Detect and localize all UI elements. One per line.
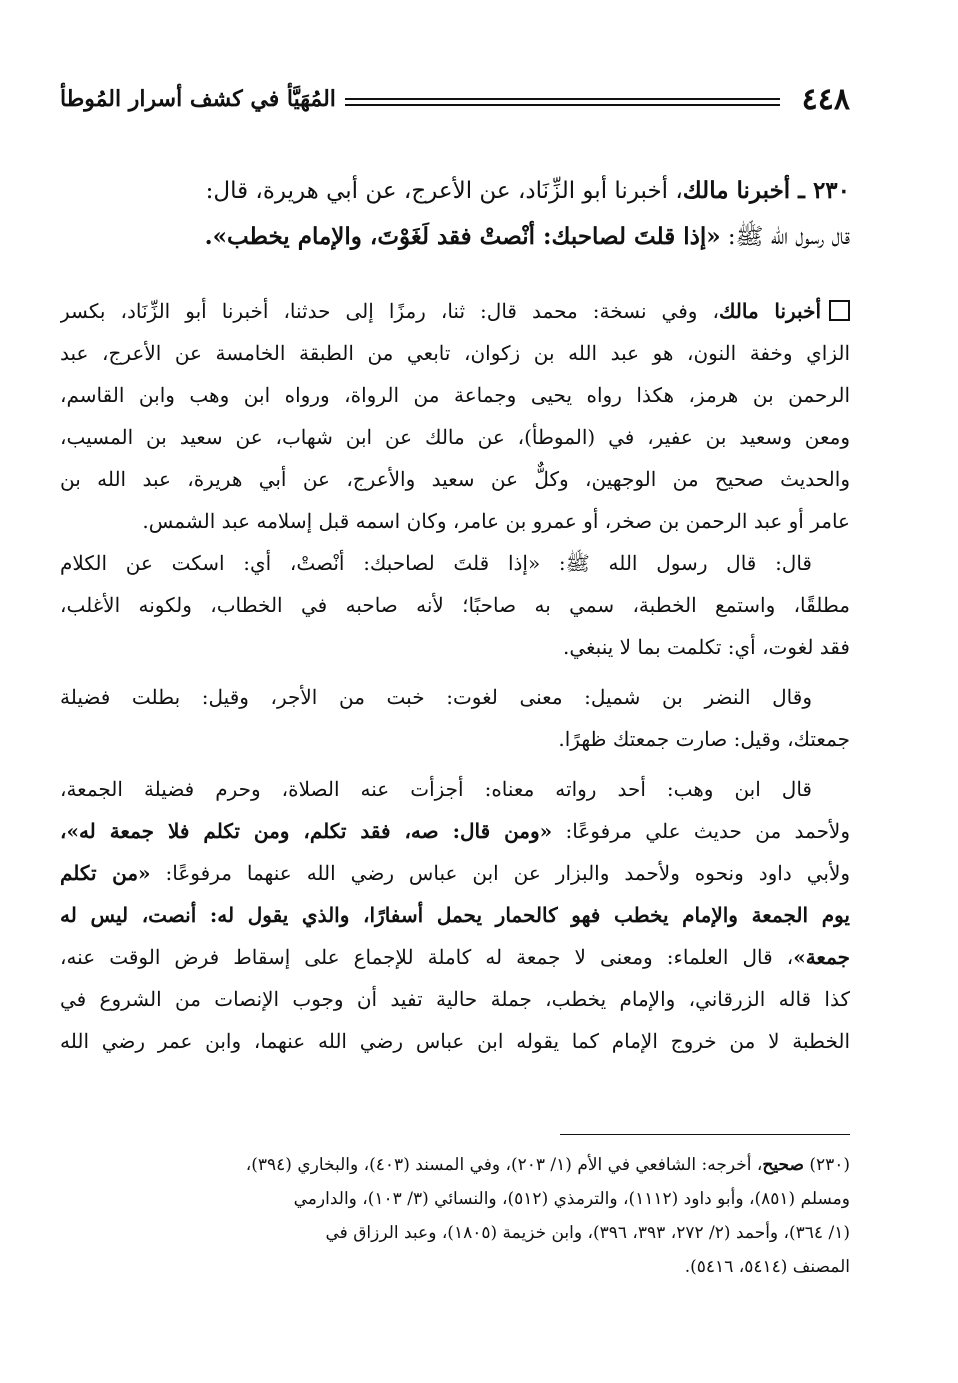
page-header xyxy=(60,78,850,128)
running-title: المُهَيَّأ في كشف أسرار المُوطأ xyxy=(60,86,336,112)
page-number: ٤٤٨ xyxy=(801,82,850,117)
footnote-grade: صحيح xyxy=(762,1155,804,1175)
commentary-line: الخطبة لا من خروج الإمام كما يقوله ابن عباس رضي الله عنهما، وابن عمر رضي الله xyxy=(60,1029,850,1053)
commentary-text: ، قال العلماء: ومعنى لا جمعة له كاملة للإجماع على إسقاط فرض الوقت عنه، xyxy=(60,945,794,969)
footnote-line xyxy=(60,1148,850,1182)
commentary-paragraph xyxy=(60,768,850,1062)
hadith-text xyxy=(60,168,850,260)
commentary-paragraph xyxy=(60,290,850,542)
commentary-line xyxy=(60,852,850,894)
footnote-line: المصنف (٥٤١٤، ٥٤١٦). xyxy=(684,1257,850,1277)
commentary-line: الرحمن بن هرمز، هكذا رواه يحيى وجماعة من الرواة، ورواه ابن وهب وابن القاسم، xyxy=(60,383,850,407)
footnote-text: ، أخرجه: الشافعي في الأم (١/ ٢٠٣)، وفي المسند (٤٠٣)، والبخاري (٣٩٤)، xyxy=(245,1155,763,1175)
hadith-isnad: ، أخبرنا أبو الزِّنَاد، عن الأعرج، عن أبي هريرة، قال: xyxy=(205,178,683,204)
commentary-line: وقال النضر بن شميل: معنى لغوت: خبت من الأجر، وقيل: بطلت فضيلة xyxy=(60,685,812,709)
header-rule xyxy=(345,98,780,106)
commentary-line: ومعن وسعيد بن عفير، في (الموطأ)، عن مالك عن ابن شهاب، عن سعيد بن المسيب، xyxy=(60,425,850,449)
commentary-paragraph xyxy=(60,542,850,668)
commentary-line: الزاي وخفة النون، هو عبد الله بن زكوان، تابعي من الطبقة الخامسة عن الأعرج، عبد xyxy=(60,341,850,365)
commentary-line: كذا قاله الزرقاني، والإمام يخطب، جملة حالية تفيد أن وجوب الإنصات من الشروع في xyxy=(60,987,850,1011)
commentary-line: قال: قال رسول الله ﷺ: «إذا قلتَ لصاحبك: أنْصتْ، أي: اسكت عن الكلام xyxy=(60,551,812,575)
footnote-line: (١/ ٣٦٤)، وأحمد (٢/ ٢٧٢، ٣٩٣، ٣٩٦)، وابن خزيمة (١٨٠٥)، وعبد الرزاق في xyxy=(325,1223,850,1243)
quoted-hadith-line: يوم الجمعة والإمام يخطب فهو كالحمار يحمل أسفارًا، والذي يقول له: أنصت، ليس له xyxy=(60,903,850,927)
commentary-line xyxy=(60,290,850,332)
commentary-line: والحديث صحيح من الوجهين، وكلٌّ عن سعيد والأعرج، عن أبي هريرة، عبد الله بن xyxy=(60,467,850,491)
commentary-lead: أخبرنا مالك xyxy=(718,299,822,323)
paragraph-gap xyxy=(60,760,850,768)
commentary-line: عامر أو عبد الرحمن بن صخر، أو عمرو بن عامر، وكان اسمه قبل إسلامه عبد الشمس. xyxy=(142,509,850,533)
commentary xyxy=(60,290,850,1062)
hadith-matn: «إذا قلتَ لصاحبك: أنْصتْ فقد لَغَوْتَ، والإمام يخطب». xyxy=(204,223,721,250)
commentary-line: جمعتك، وقيل: صارت جمعتك ظهرًا. xyxy=(558,727,850,751)
commentary-line: قال ابن وهب: أحد رواته معناه: أجزأت عنه الصلاة، وحرم فضيلة الجمعة، xyxy=(60,777,812,801)
square-marker-icon xyxy=(829,300,850,321)
hadith-number: ٢٣٠ ـ أخبرنا مالك xyxy=(682,177,850,204)
paragraph-gap xyxy=(60,668,850,676)
footnote-rule xyxy=(560,1134,850,1135)
quoted-hadith: «ومن قال: صه، فقد تكلم، ومن تكلم فلا جمعة له»، xyxy=(60,819,553,843)
commentary-text: ولأحمد من حديث علي مرفوعًا: xyxy=(565,819,850,843)
hadith-line xyxy=(60,214,850,260)
footnote xyxy=(60,1148,850,1284)
commentary-text: ولأبي داود ونحوه ولأحمد والبزار عن ابن عباس رضي الله عنهما مرفوعًا: xyxy=(165,861,850,885)
hadith-line xyxy=(60,168,850,214)
commentary-line xyxy=(60,810,850,852)
quoted-hadith: «من تكلم xyxy=(60,861,151,885)
book-page xyxy=(60,0,850,1383)
commentary-line: مطلقًا، واستمع الخطبة، سمي به صاحبًا؛ لأنه صاحبه في الخطاب، ولكونه الأغلب، xyxy=(60,593,850,617)
quoted-hadith: جمعة» xyxy=(793,945,850,969)
commentary-paragraph xyxy=(60,676,850,760)
hadith-attribution: قال رسول الله ﷺ: xyxy=(727,224,850,250)
footnote-number: (٢٣٠) xyxy=(809,1155,850,1175)
footnote-line: ومسلم (٨٥١)، وأبو داود (١١١٢)، والترمذي (٥١٢)، والنسائي (٣/ ١٠٣)، والدارمي xyxy=(293,1189,850,1209)
commentary-line: فقد لغوت، أي: تكلمت بما لا ينبغي. xyxy=(562,635,850,659)
commentary-text: ، وفي نسخة: محمد قال: ثنا، رمزًا إلى حدثنا، أخبرنا أبو الزِّنَاد، بكسر xyxy=(60,299,719,323)
commentary-line xyxy=(60,936,850,978)
